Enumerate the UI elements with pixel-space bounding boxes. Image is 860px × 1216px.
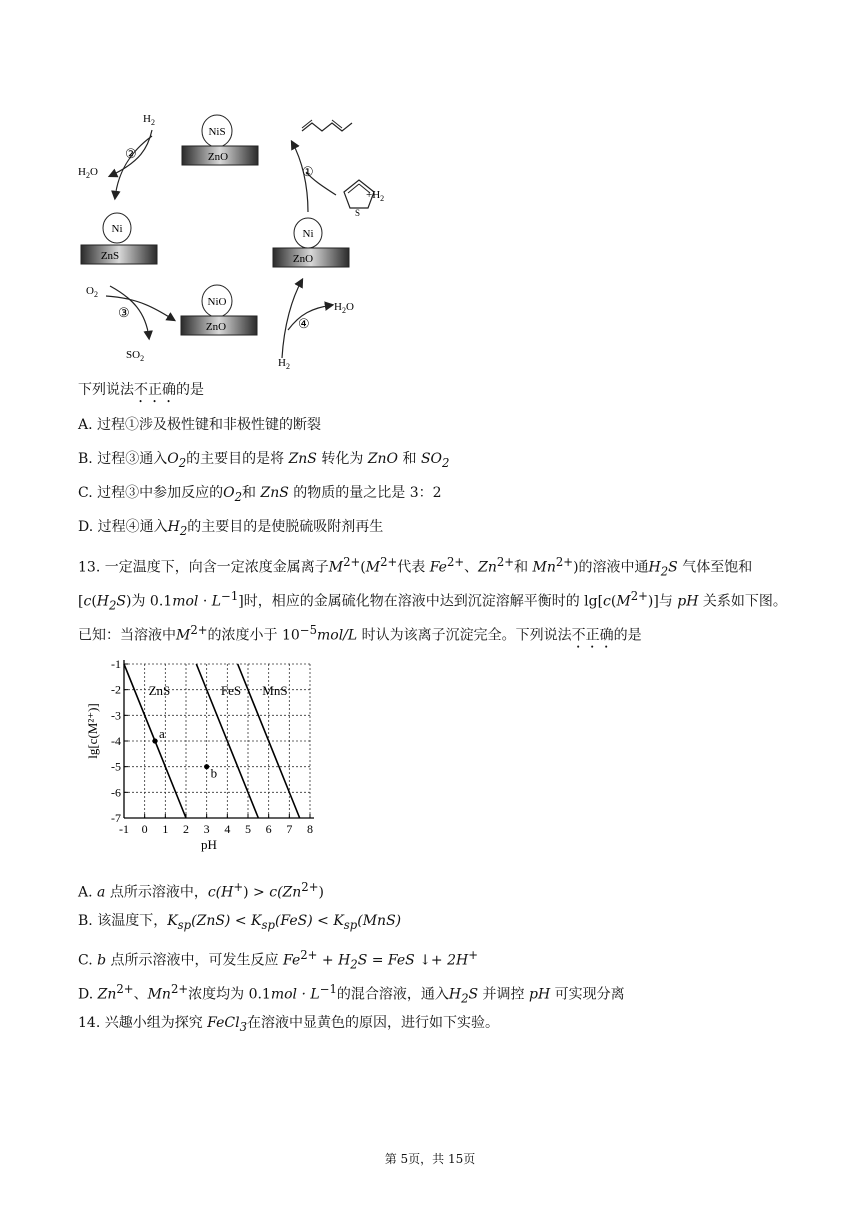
step3-num: ③ bbox=[118, 305, 130, 320]
point-a bbox=[152, 738, 157, 743]
q13-stem-line2: [$c(H_2S)$为 $0.1mol \cdot L^{-1}$]时，相应的金属硫化物在溶液中达到沉淀溶解平衡时的 $\lg[c(M^{2+})]$与 pH 关系如下图。 bbox=[78, 589, 787, 613]
label-zns: ZnS bbox=[100, 250, 120, 262]
block-nio-zno bbox=[181, 285, 257, 335]
x-tick-label: -1 bbox=[119, 822, 129, 836]
q13-option-d: D. $Zn^{2+}$、$Mn^{2+}$浓度均为 $0.1mol \cdot L^{-1}$的混合溶液，通入$H_2S$ 并调控 pH 可实现分离 bbox=[78, 982, 625, 1006]
q12-option-c: C. 过程③中参加反应的$O_2$和 ZnS 的物质的量之比是 3：2 bbox=[78, 485, 442, 504]
step4-out: $H_2O$ bbox=[334, 301, 354, 315]
desulfurization-cycle-diagram bbox=[70, 100, 400, 375]
q12-option-b: B. 过程③通入$O_2$的主要目的是将 ZnS 转化为 ZnO 和 $SO_2$ bbox=[78, 451, 450, 470]
q13-option-c: C. b 点所示溶液中，可发生反应 $Fe^{2+} + H_2S$ = FeS ↓+ 2H+ bbox=[78, 948, 479, 972]
q12-stem: 下列说法不正确的是 bbox=[78, 382, 204, 398]
q13-option-a: A. a 点所示溶液中，$c(H^+) > c(Zn^{2+})$ bbox=[78, 880, 324, 901]
step-2 bbox=[78, 113, 155, 198]
y-tick-label: -7 bbox=[111, 811, 121, 825]
step4-num: ④ bbox=[298, 316, 310, 331]
step1-num: ① bbox=[302, 164, 314, 179]
step2-num: ② bbox=[125, 146, 137, 161]
chart-points bbox=[152, 726, 217, 781]
point-label-a: a bbox=[159, 726, 165, 741]
series-label-fes: FeS bbox=[220, 682, 242, 698]
x-tick-label: 0 bbox=[141, 822, 148, 836]
y-tick-label: -6 bbox=[111, 785, 121, 800]
x-tick-label: 7 bbox=[286, 822, 293, 836]
step-3 bbox=[86, 285, 174, 363]
series-label-zns: ZnS bbox=[148, 682, 171, 698]
step2-out: $H_2O$ bbox=[78, 166, 98, 180]
label-nis: NiS bbox=[208, 126, 226, 138]
x-tick-label: 2 bbox=[183, 822, 189, 836]
page-footer: 第 5页，共 15页 bbox=[384, 1152, 476, 1166]
label-ni-right: Ni bbox=[302, 228, 314, 240]
x-tick-label: 6 bbox=[265, 822, 272, 836]
q12-option-d: D. 过程④通入$H_2$的主要目的是使脱硫吸附剂再生 bbox=[78, 519, 384, 538]
y-axis-label: lg[c(M²⁺)] bbox=[85, 703, 100, 759]
step-4 bbox=[278, 280, 354, 371]
x-tick-label: 5 bbox=[245, 822, 251, 836]
label-nio: NiO bbox=[207, 296, 227, 308]
butadiene-icon bbox=[302, 123, 352, 131]
block-ni-zno bbox=[273, 218, 349, 267]
y-tick-label: -3 bbox=[111, 708, 121, 723]
solubility-chart bbox=[78, 652, 328, 862]
y-tick-label: -4 bbox=[111, 734, 121, 748]
step2-in: $H_2$ bbox=[143, 113, 155, 127]
block-ni-zns bbox=[81, 213, 157, 264]
label-ni-left: Ni bbox=[111, 223, 123, 235]
y-tick-label: -1 bbox=[111, 657, 121, 671]
y-tick-label: -5 bbox=[111, 759, 121, 774]
x-tick-label: 4 bbox=[224, 822, 231, 836]
label-zno-right: ZnO bbox=[292, 253, 314, 265]
step4-in: $H_2$ bbox=[278, 357, 290, 371]
step3-out: $SO_2$ bbox=[126, 349, 145, 363]
label-zno-bottom: ZnO bbox=[205, 321, 227, 333]
thiophene-s: S bbox=[355, 208, 361, 218]
block-nis-zno bbox=[182, 115, 258, 165]
q12-option-a: A. 过程①涉及极性键和非极性键的断裂 bbox=[78, 417, 322, 433]
label-zno-top: ZnO bbox=[207, 151, 229, 163]
x-tick-label: 3 bbox=[203, 822, 210, 836]
q14-stem: 14. 兴趣小组为探究 FeCl$_3$在溶液中显黄色的原因，进行如下实验。 bbox=[78, 1015, 500, 1034]
q13-stem-line1: 13. 一定温度下，向含一定浓度金属离子$M^{2+}(M^{2+}$代表 $Fe^{2+}$、$Zn^{2+}$和 $Mn^{2+}$)的溶液中通$H_2S$ 气体至饱和 bbox=[78, 555, 753, 579]
point-label-b: b bbox=[210, 765, 218, 781]
q13-stem-line3: 已知：当溶液中$M^{2+}$的浓度小于 $10^{-5}mol/L$ 时认为该离子沉淀完全。下列说法不正确的是 bbox=[78, 623, 642, 644]
x-tick-label: 8 bbox=[307, 822, 313, 836]
q13-option-b: B. 该温度下，$K_{sp}(ZnS) < K_{sp}(FeS) < K_{sp}(MnS)$ bbox=[78, 913, 402, 932]
series-label-mns: MnS bbox=[262, 682, 288, 698]
step3-in: $O_2$ bbox=[86, 285, 98, 299]
step1-h2: $+H_2$ bbox=[366, 189, 385, 203]
point-b bbox=[204, 764, 209, 769]
x-axis-label: pH bbox=[201, 837, 217, 852]
x-tick-label: 1 bbox=[162, 822, 169, 836]
y-tick-label: -2 bbox=[111, 682, 121, 697]
step-1 bbox=[292, 120, 384, 218]
